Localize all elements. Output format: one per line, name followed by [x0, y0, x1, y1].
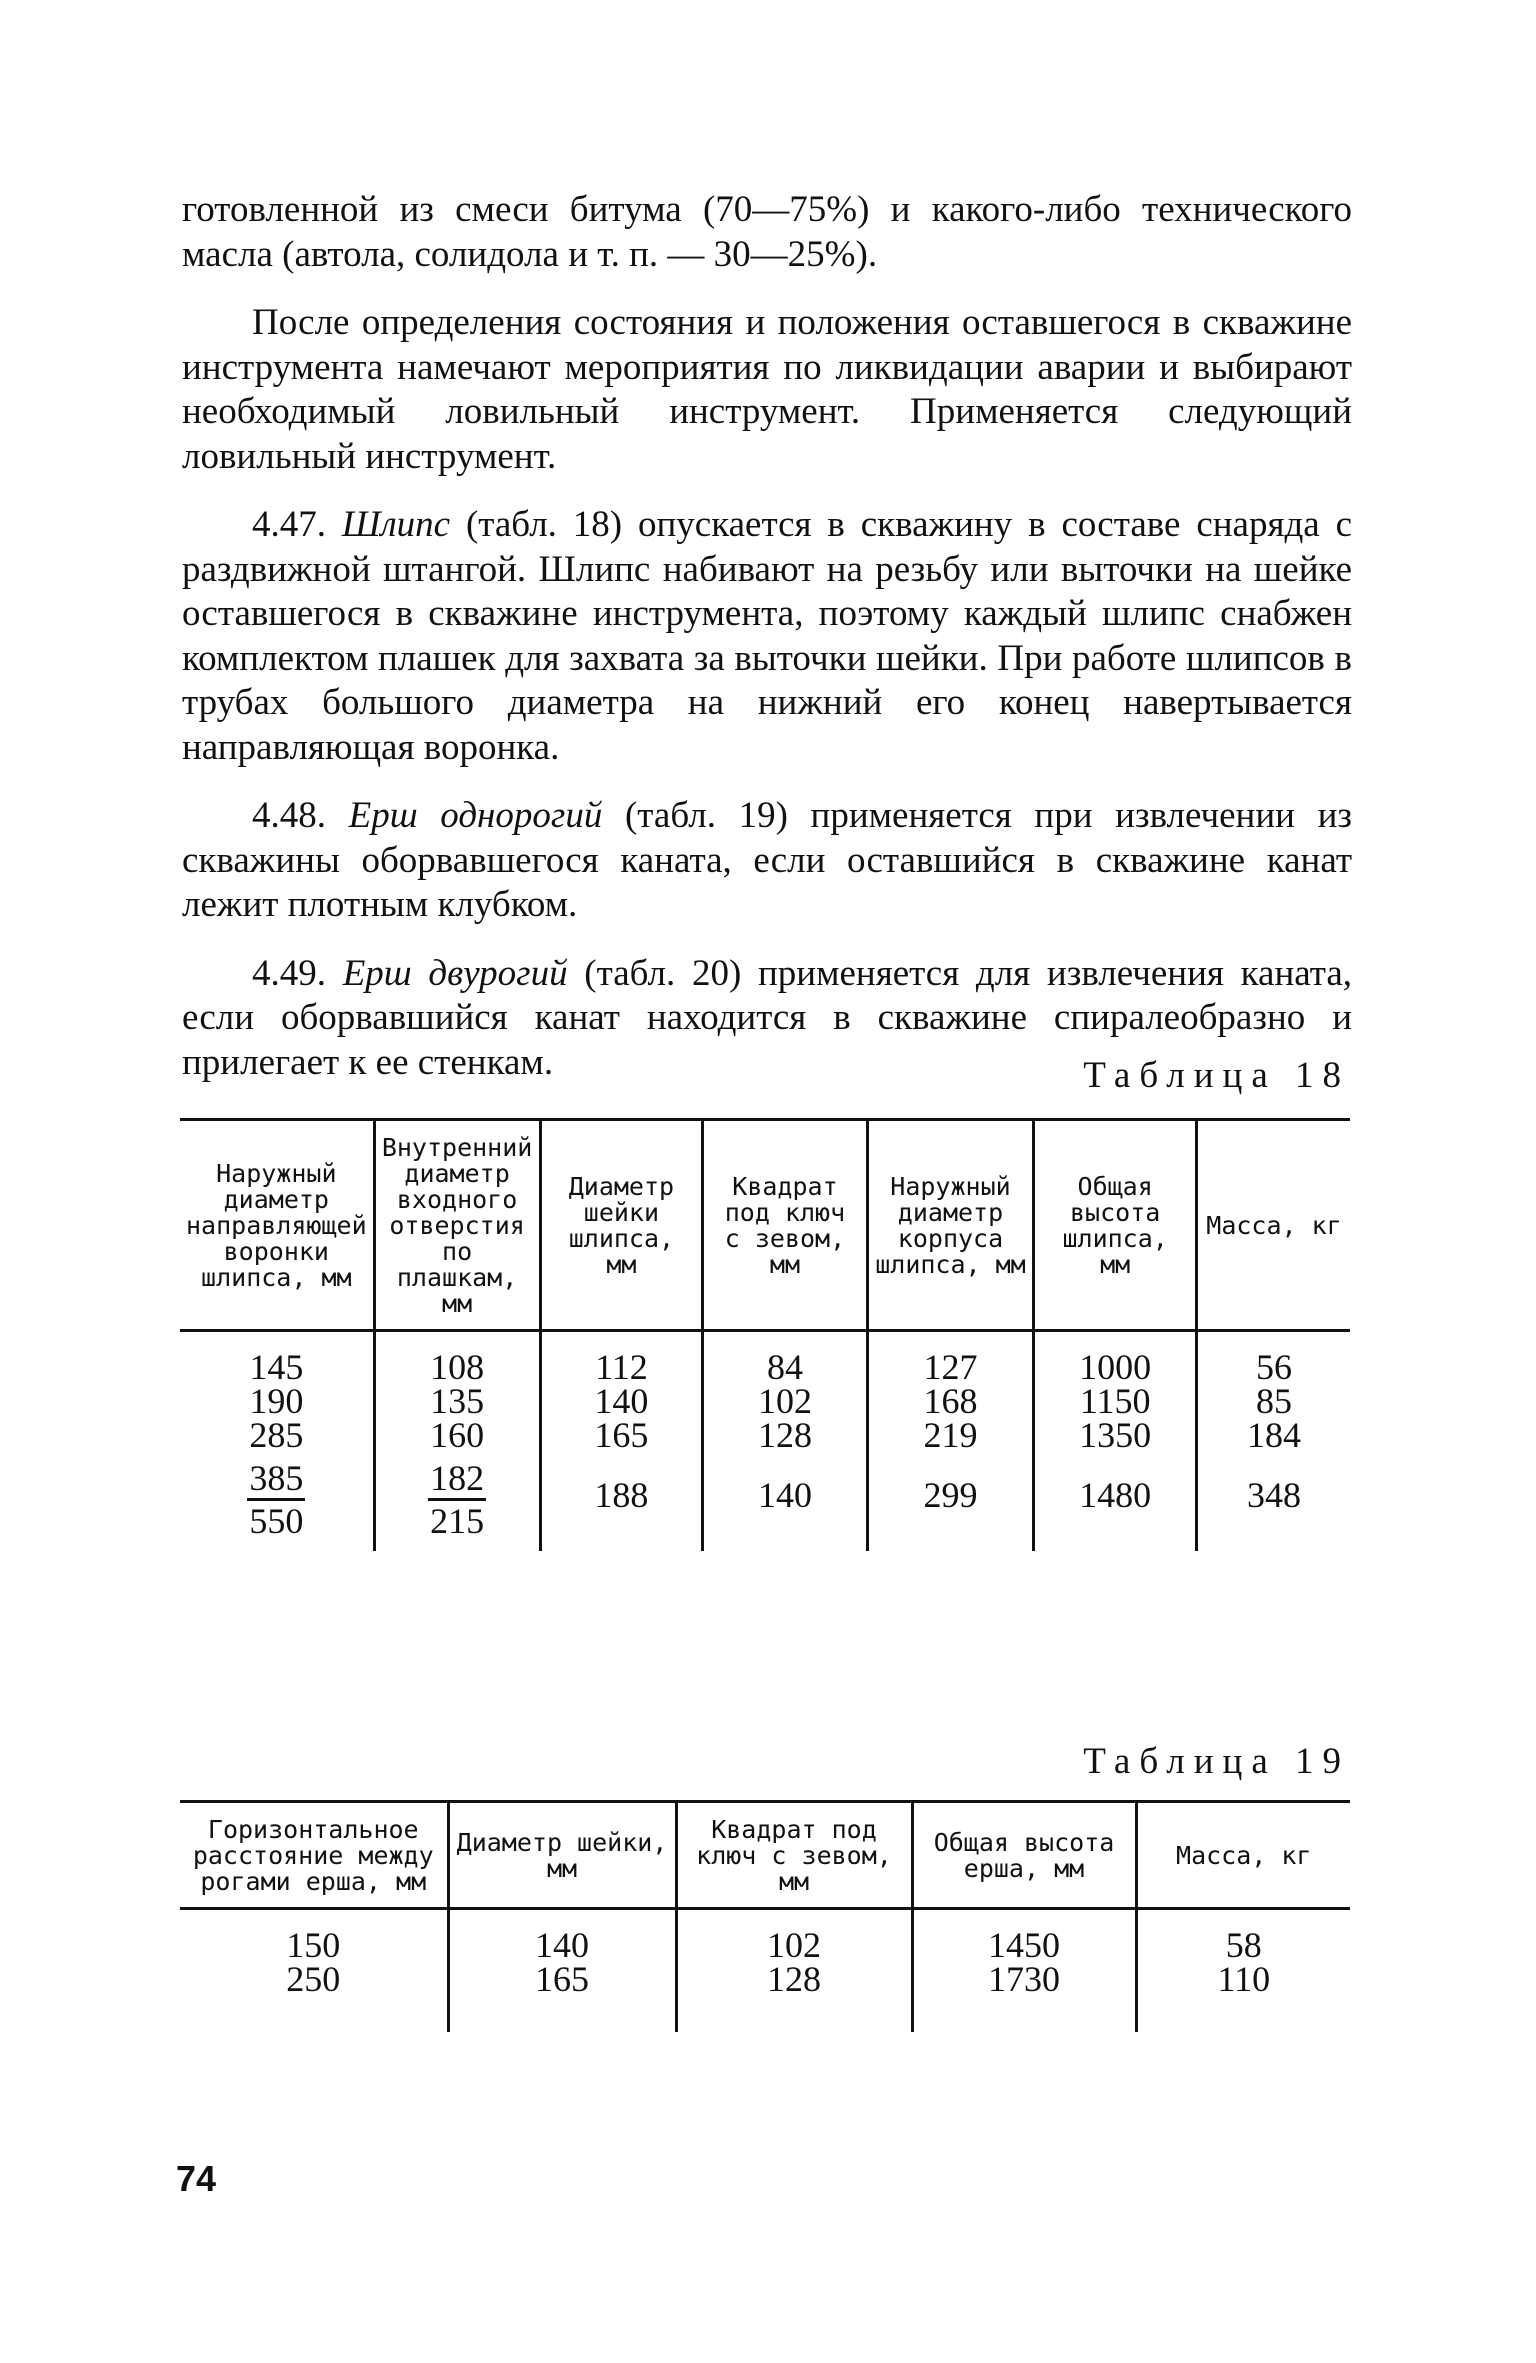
clause-text: (табл. 19) применяется при извлечении из скважины оборвавшегося каната, если оставшийся в скважине канат лежит плотным клубком. [182, 795, 1352, 925]
clause-number: 4.47. [252, 504, 326, 545]
cell-value: 110 [1217, 1959, 1271, 1999]
column-header: Общая высота ерша, мм [912, 1802, 1136, 1909]
fraction-denominator: 215 [430, 1501, 485, 1541]
cell-value: 102 [767, 1925, 821, 1965]
fraction-numerator: 385 [247, 1458, 305, 1501]
table-19 [180, 1800, 1350, 2032]
cell-value: 250 [286, 1959, 341, 1999]
clause-text: (табл. 20) применяется для извлечения каната, если оборвавшийся канат находится в скважине спиралеобразно и прилегает к ее стенкам. [182, 952, 1353, 1083]
cell-value: 1450 [988, 1925, 1060, 1965]
column-header: Внутренний диаметр входного отверстия по плашкам, мм [374, 1120, 540, 1331]
cell-value: 150 [286, 1925, 341, 1965]
body-text [182, 188, 1352, 1085]
cell-value: 140 [535, 1925, 589, 1965]
cell-value: 165 [535, 1959, 589, 1999]
column-header: Общая высота шлипса, мм [1034, 1120, 1197, 1331]
cell-value: 1150 [1079, 1381, 1151, 1421]
table-cell [912, 1909, 1136, 2033]
paragraph-intro: После определения состояния и положения оставшегося в скважине инструмента намечают мероприятия по ликвидации аварии и выбирают необходимый ловильный инструмент. Применяется следующий ловильный инструмент. [182, 302, 1352, 477]
table-cell [180, 1909, 448, 2033]
cell-value: 165 [594, 1415, 649, 1455]
column-header: Масса, кг [1197, 1120, 1351, 1331]
paragraph-4-48 [182, 794, 1352, 928]
table-header-row [180, 1802, 1350, 1909]
cell-value: 102 [757, 1381, 812, 1421]
table-cell [1034, 1331, 1197, 1552]
fraction-value [247, 1458, 305, 1541]
cell-value: 1480 [1079, 1475, 1152, 1515]
cell-value: 188 [594, 1475, 649, 1515]
column-header: Диаметр шейки, мм [448, 1802, 676, 1909]
cell-value: 140 [757, 1475, 812, 1515]
table-cell [540, 1331, 703, 1552]
table-data-block [180, 1909, 1350, 2033]
cell-value: 299 [923, 1475, 978, 1515]
clause-text: (табл. 18) опускается в скважину в составе снаряда с раздвижной штангой. Шлипс набивают на резьбу или выточки на шейке оставшегося в скважине инструмента, поэтому каждый шлипс снабжен комплектом плашек для захвата за выточки шейки. При работе шлипсов в трубах большого диаметра на нижний его конец навертывается направляющая воронка. [182, 504, 1353, 768]
column-header: Горизонтальное расстояние между рогами ерша, мм [192, 1815, 434, 1896]
cell-value: 184 [1247, 1415, 1301, 1455]
fraction-numerator: 182 [428, 1458, 486, 1501]
cell-value: 58 [1225, 1925, 1262, 1965]
cell-value: 56 [1256, 1347, 1292, 1387]
cell-value: 219 [923, 1415, 978, 1455]
table-cell [1136, 1909, 1350, 2033]
column-header: Квадрат под ключ с зевом, мм [703, 1120, 867, 1331]
cell-value: 128 [767, 1959, 821, 1999]
paragraph-4-47 [182, 503, 1352, 770]
cell-value: 140 [594, 1381, 649, 1421]
cell-value: 348 [1247, 1475, 1301, 1515]
page-number: 74 [176, 2158, 217, 2199]
table-cell [374, 1331, 540, 1552]
column-header: Наружный диаметр корпуса шлипса, мм [867, 1120, 1034, 1331]
term-single-horn: Ерш однорогий [348, 795, 603, 836]
cell-value: 108 [430, 1347, 485, 1387]
table-cell [1197, 1331, 1351, 1552]
table-data-block [180, 1331, 1350, 1552]
cell-value: 285 [249, 1415, 304, 1455]
cell-value: 1730 [988, 1959, 1060, 1999]
cell-value: 145 [249, 1347, 304, 1387]
cell-value: 168 [923, 1381, 978, 1421]
cell-value: 112 [595, 1347, 648, 1387]
cell-value: 127 [923, 1347, 978, 1387]
term-slips: Шлипс [341, 504, 451, 545]
cell-value: 84 [766, 1347, 803, 1387]
table-cell [867, 1331, 1034, 1552]
term-double-horn: Ерш двурогий [342, 952, 568, 994]
cell-value: 128 [757, 1415, 812, 1455]
column-header: Диаметр шейки шлипса, мм [540, 1120, 703, 1331]
cell-value: 160 [430, 1415, 485, 1455]
table-cell [676, 1909, 912, 2033]
column-header: Квадрат под ключ с зевом, мм [676, 1802, 912, 1909]
fraction-denominator: 550 [249, 1501, 304, 1541]
cell-value: 190 [249, 1381, 304, 1421]
clause-number: 4.49. [252, 952, 326, 994]
table-cell [180, 1331, 374, 1552]
cell-value: 1350 [1079, 1415, 1152, 1455]
cell-value: 1000 [1079, 1347, 1152, 1387]
clause-number: 4.48. [252, 795, 326, 836]
cell-value: 85 [1256, 1381, 1292, 1421]
column-header: Наружный диаметр направляющей воронки шлипса, мм [186, 1159, 367, 1292]
table-18 [180, 1118, 1350, 1551]
table-18-title: Таблица 18 [1083, 1055, 1350, 1096]
column-header: Масса, кг [1136, 1802, 1350, 1909]
table-19-title: Таблица 19 [1083, 1741, 1350, 1782]
paragraph-continuation: готовленной из смеси битума (70—75%) и какого-либо технического масла (автола, солидола и т. п. — 30—25%). [182, 189, 1352, 275]
fraction-value [428, 1458, 486, 1541]
cell-value: 135 [430, 1381, 485, 1421]
table-header-row [180, 1120, 1350, 1331]
table-cell [703, 1331, 867, 1552]
table-cell [448, 1909, 676, 2033]
